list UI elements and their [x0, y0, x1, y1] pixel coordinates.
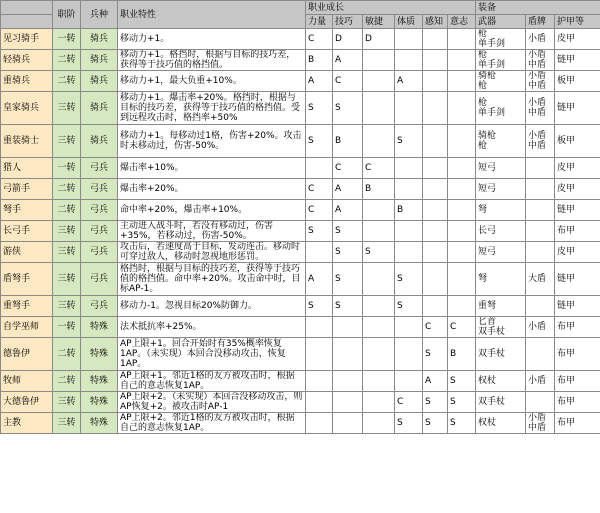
stat-cell: B — [395, 200, 423, 221]
arm-cell: 骑兵 — [81, 29, 118, 50]
tier-cell: 三转 — [53, 392, 81, 413]
armor-cell: 布甲 — [555, 371, 600, 392]
table-row — [1, 29, 600, 50]
table-body — [1, 29, 600, 434]
header-equip-col: 护甲等 — [555, 15, 600, 29]
arm-cell: 特殊 — [81, 413, 118, 434]
stat-cell — [448, 158, 476, 179]
stat-cell — [363, 392, 395, 413]
stat-cell — [448, 71, 476, 92]
stat-cell: S — [333, 296, 363, 317]
tier-cell: 二转 — [53, 338, 81, 371]
shield-cell: 小盾 中盾 — [526, 125, 555, 158]
trait-cell: 移动力+1。 — [118, 29, 306, 50]
weapon-cell: 权杖 — [476, 371, 526, 392]
header-row-groups — [1, 1, 600, 15]
weapon-cell: 骑枪 枪 — [476, 71, 526, 92]
shield-cell: 小盾 — [526, 371, 555, 392]
stat-cell — [423, 29, 448, 50]
armor-cell: 布甲 — [555, 221, 600, 242]
header-trait: 职业特性 — [118, 1, 306, 29]
weapon-cell: 短弓 — [476, 158, 526, 179]
armor-cell: 皮甲 — [555, 29, 600, 50]
arm-cell: 特殊 — [81, 338, 118, 371]
table-row — [1, 200, 600, 221]
stat-cell: A — [333, 179, 363, 200]
header-arm: 兵种 — [81, 1, 118, 29]
stat-cell: C — [423, 317, 448, 338]
stat-cell — [448, 125, 476, 158]
arm-cell: 弓兵 — [81, 158, 118, 179]
stat-cell: C — [395, 392, 423, 413]
table-row — [1, 179, 600, 200]
weapon-cell: 短弓 — [476, 179, 526, 200]
stat-cell — [306, 317, 333, 338]
class-name-cell: 重骑兵 — [1, 71, 53, 92]
stat-cell — [448, 50, 476, 71]
armor-cell: 链甲 — [555, 296, 600, 317]
stat-cell: A — [333, 50, 363, 71]
shield-cell — [526, 200, 555, 221]
stat-cell: B — [306, 50, 333, 71]
stat-cell: S — [423, 338, 448, 371]
arm-cell: 特殊 — [81, 317, 118, 338]
tier-cell: 三转 — [53, 263, 81, 296]
class-name-cell: 重装骑士 — [1, 125, 53, 158]
arm-cell: 弓兵 — [81, 296, 118, 317]
stat-cell — [363, 200, 395, 221]
stat-cell — [448, 242, 476, 263]
stat-cell — [395, 29, 423, 50]
stat-cell — [423, 263, 448, 296]
class-name-cell: 弩手 — [1, 200, 53, 221]
shield-cell: 小盾 中盾 — [526, 71, 555, 92]
shield-cell — [526, 338, 555, 371]
shield-cell — [526, 221, 555, 242]
shield-cell: 小盾 中盾 — [526, 413, 555, 434]
tier-cell: 一转 — [53, 317, 81, 338]
header-tier: 职阶 — [53, 1, 81, 29]
class-name-cell: 重弩手 — [1, 296, 53, 317]
stat-cell — [363, 71, 395, 92]
arm-cell: 弓兵 — [81, 200, 118, 221]
class-name-cell: 轻骑兵 — [1, 50, 53, 71]
arm-cell: 骑兵 — [81, 92, 118, 125]
armor-cell: 链甲 — [555, 92, 600, 125]
armor-cell: 布甲 — [555, 413, 600, 434]
stat-cell — [423, 50, 448, 71]
header-stat: 感知 — [423, 15, 448, 29]
weapon-cell: 双手杖 — [476, 338, 526, 371]
class-name-cell: 大德鲁伊 — [1, 392, 53, 413]
stat-cell — [448, 221, 476, 242]
stat-cell — [448, 296, 476, 317]
stat-cell: C — [448, 317, 476, 338]
weapon-cell: 长弓 — [476, 221, 526, 242]
class-name-cell: 盾弩手 — [1, 263, 53, 296]
stat-cell — [306, 158, 333, 179]
armor-cell: 布甲 — [555, 392, 600, 413]
stat-cell: B — [363, 179, 395, 200]
weapon-cell: 匕首 双手杖 — [476, 317, 526, 338]
stat-cell: S — [333, 221, 363, 242]
stat-cell — [423, 221, 448, 242]
stat-cell: C — [306, 29, 333, 50]
class-name-cell: 主教 — [1, 413, 53, 434]
stat-cell: S — [333, 92, 363, 125]
stat-cell — [448, 263, 476, 296]
stat-cell — [306, 338, 333, 371]
armor-cell: 布甲 — [555, 338, 600, 371]
weapon-cell: 弩 — [476, 263, 526, 296]
header-stat: 意志 — [448, 15, 476, 29]
shield-cell: 小盾 — [526, 317, 555, 338]
stat-cell — [423, 200, 448, 221]
header-blank-2 — [1, 15, 53, 29]
stat-cell: S — [395, 413, 423, 434]
table-row — [1, 263, 600, 296]
class-name-cell: 弓箭手 — [1, 179, 53, 200]
header-equip-col: 盾牌 — [526, 15, 555, 29]
table-row — [1, 392, 600, 413]
stat-cell — [395, 179, 423, 200]
shield-cell — [526, 296, 555, 317]
class-name-cell: 自学巫师 — [1, 317, 53, 338]
weapon-cell: 枪 单手剑 — [476, 50, 526, 71]
stat-cell — [306, 413, 333, 434]
trait-cell: 移动力+1。格挡时，根据与目标的技巧差，获得等于技巧值的格挡值。 — [118, 50, 306, 71]
stat-cell — [448, 29, 476, 50]
table-row — [1, 296, 600, 317]
stat-cell — [363, 338, 395, 371]
stat-cell — [448, 92, 476, 125]
stat-cell: C — [333, 71, 363, 92]
stat-cell — [363, 317, 395, 338]
weapon-cell: 弩 — [476, 200, 526, 221]
stat-cell: C — [306, 179, 333, 200]
armor-cell: 链甲 — [555, 200, 600, 221]
trait-cell: 主动进入战斗时，若没有移动过，伤害+35%，若移动过，伤害-50%。 — [118, 221, 306, 242]
stat-cell — [363, 221, 395, 242]
trait-cell: 命中率+20%，爆击率+10%。 — [118, 200, 306, 221]
table-row — [1, 92, 600, 125]
tier-cell: 二转 — [53, 371, 81, 392]
trait-cell: AP上限+1。回合开始时有35%概率恢复1AP。（未实现）本回合没移动攻击，恢复1AP。 — [118, 338, 306, 371]
armor-cell: 链甲 — [555, 263, 600, 296]
tier-cell: 二转 — [53, 200, 81, 221]
stat-cell — [395, 221, 423, 242]
stat-cell — [395, 242, 423, 263]
header-stat: 技巧 — [333, 15, 363, 29]
class-name-cell: 游侠 — [1, 242, 53, 263]
stat-cell — [333, 392, 363, 413]
class-name-cell: 牧师 — [1, 371, 53, 392]
trait-cell: AP上限+1。邻近1格的友方被攻击时，根据自己的意志恢复1AP。 — [118, 371, 306, 392]
stat-cell: A — [333, 200, 363, 221]
stat-cell: S — [306, 296, 333, 317]
table-row — [1, 71, 600, 92]
stat-cell: S — [423, 413, 448, 434]
arm-cell: 特殊 — [81, 392, 118, 413]
trait-cell: 移动力+1。爆击率+20%。格挡时，根据与目标的技巧差，获得等于技巧值的格挡值。受到远程攻击时，格挡率+50% — [118, 92, 306, 125]
arm-cell: 弓兵 — [81, 179, 118, 200]
tier-cell: 三转 — [53, 242, 81, 263]
shield-cell — [526, 158, 555, 179]
trait-cell: 法术抵抗率+25%。 — [118, 317, 306, 338]
stat-cell: C — [333, 158, 363, 179]
armor-cell: 板甲 — [555, 71, 600, 92]
trait-cell: 移动力-1。忽视目标20%防御力。 — [118, 296, 306, 317]
stat-cell — [395, 50, 423, 71]
stat-cell: S — [448, 392, 476, 413]
table-row — [1, 338, 600, 371]
arm-cell: 特殊 — [81, 371, 118, 392]
tier-cell: 三转 — [53, 221, 81, 242]
armor-cell: 链甲 — [555, 50, 600, 71]
stat-cell: S — [333, 263, 363, 296]
shield-cell — [526, 242, 555, 263]
weapon-cell: 重弩 — [476, 296, 526, 317]
stat-cell — [333, 413, 363, 434]
stat-cell — [333, 371, 363, 392]
arm-cell: 骑兵 — [81, 125, 118, 158]
tier-cell: 二转 — [53, 179, 81, 200]
stat-cell — [363, 125, 395, 158]
stat-cell: S — [395, 125, 423, 158]
shield-cell: 小盾 中盾 — [526, 92, 555, 125]
stat-cell — [333, 317, 363, 338]
stat-cell — [448, 200, 476, 221]
arm-cell: 弓兵 — [81, 221, 118, 242]
stat-cell: S — [423, 392, 448, 413]
header-stat: 敏捷 — [363, 15, 395, 29]
weapon-cell: 权杖 — [476, 413, 526, 434]
stat-cell: S — [306, 92, 333, 125]
trait-cell: 移动力+1，最大负重+10%。 — [118, 71, 306, 92]
weapon-cell: 双手杖 — [476, 392, 526, 413]
weapon-cell: 骑枪 枪 — [476, 125, 526, 158]
tier-cell: 三转 — [53, 413, 81, 434]
stat-cell — [306, 242, 333, 263]
weapon-cell: 枪 单手剑 — [476, 29, 526, 50]
stat-cell — [395, 338, 423, 371]
tier-cell: 三转 — [53, 92, 81, 125]
table-row — [1, 413, 600, 434]
table-row — [1, 242, 600, 263]
weapon-cell: 枪 单手剑 — [476, 92, 526, 125]
stat-cell — [423, 71, 448, 92]
tier-cell: 一转 — [53, 29, 81, 50]
trait-cell: 格挡时，根据与目标的技巧差，获得等于技巧值的格挡值。命中率+20%。攻击命中时，目标AP-1。 — [118, 263, 306, 296]
table-row — [1, 125, 600, 158]
tier-cell: 三转 — [53, 125, 81, 158]
stat-cell — [363, 50, 395, 71]
class-name-cell: 德鲁伊 — [1, 338, 53, 371]
header-stat: 体质 — [395, 15, 423, 29]
armor-cell: 布甲 — [555, 317, 600, 338]
stat-cell: S — [448, 371, 476, 392]
table-row — [1, 158, 600, 179]
stat-cell — [423, 242, 448, 263]
stat-cell: S — [306, 125, 333, 158]
class-name-cell: 见习骑手 — [1, 29, 53, 50]
header-growth: 职业成长 — [306, 1, 476, 15]
stat-cell: S — [395, 263, 423, 296]
stat-cell — [363, 371, 395, 392]
stat-cell — [423, 125, 448, 158]
trait-cell: AP上限+2。（未实现）本回合没移动攻击，则AP恢复+2。被攻击时AP-1 — [118, 392, 306, 413]
armor-cell: 皮甲 — [555, 242, 600, 263]
table-row — [1, 371, 600, 392]
stat-cell — [395, 317, 423, 338]
stat-cell — [363, 413, 395, 434]
tier-cell: 二转 — [53, 50, 81, 71]
stat-cell: S — [333, 242, 363, 263]
stat-cell — [306, 392, 333, 413]
class-name-cell: 皇家骑兵 — [1, 92, 53, 125]
trait-cell: 爆击率+20%。 — [118, 179, 306, 200]
stat-cell: A — [306, 71, 333, 92]
stat-cell — [363, 263, 395, 296]
stat-cell — [306, 371, 333, 392]
stat-cell — [333, 338, 363, 371]
stat-cell: B — [448, 338, 476, 371]
trait-cell: 移动力+1。每移动过1格，伤害+20%。攻击时未移动过，伤害-50%。 — [118, 125, 306, 158]
stat-cell: S — [306, 221, 333, 242]
stat-cell — [423, 179, 448, 200]
stat-cell — [423, 158, 448, 179]
shield-cell — [526, 392, 555, 413]
header-blank — [1, 1, 53, 15]
table-row — [1, 221, 600, 242]
trait-cell: AP上限+2。邻近1格的友方被攻击时，根据自己的意志恢复1AP。 — [118, 413, 306, 434]
stat-cell — [448, 179, 476, 200]
stat-cell: D — [333, 29, 363, 50]
stat-cell — [395, 158, 423, 179]
header-equipment: 装备 — [476, 1, 600, 15]
armor-cell: 皮甲 — [555, 179, 600, 200]
stat-cell: S — [363, 242, 395, 263]
tier-cell: 一转 — [53, 158, 81, 179]
stat-cell — [395, 92, 423, 125]
class-name-cell: 长弓手 — [1, 221, 53, 242]
table-row — [1, 317, 600, 338]
stat-cell: A — [395, 71, 423, 92]
stat-cell — [395, 371, 423, 392]
arm-cell: 弓兵 — [81, 242, 118, 263]
shield-cell: 大盾 — [526, 263, 555, 296]
stat-cell: D — [363, 29, 395, 50]
header-stat: 力量 — [306, 15, 333, 29]
weapon-cell: 短弓 — [476, 242, 526, 263]
armor-cell: 板甲 — [555, 125, 600, 158]
arm-cell: 骑兵 — [81, 71, 118, 92]
tier-cell: 二转 — [53, 71, 81, 92]
arm-cell: 弓兵 — [81, 263, 118, 296]
stat-cell — [423, 92, 448, 125]
stat-cell: A — [423, 371, 448, 392]
tier-cell: 三转 — [53, 296, 81, 317]
stat-cell: B — [333, 125, 363, 158]
shield-cell: 小盾 — [526, 29, 555, 50]
shield-cell: 小盾 中盾 — [526, 50, 555, 71]
stat-cell: C — [363, 158, 395, 179]
stat-cell: C — [306, 200, 333, 221]
armor-cell: 皮甲 — [555, 158, 600, 179]
shield-cell — [526, 179, 555, 200]
header-equip-col: 武器 — [476, 15, 526, 29]
arm-cell: 骑兵 — [81, 50, 118, 71]
stat-cell: S — [448, 413, 476, 434]
stat-cell: A — [306, 263, 333, 296]
stat-cell — [423, 296, 448, 317]
stat-cell: S — [395, 296, 423, 317]
stat-cell — [363, 92, 395, 125]
class-name-cell: 猎人 — [1, 158, 53, 179]
trait-cell: 攻击后，若速度高于目标，发动连击。移动时可穿过敌人，移动时忽视地形惩罚。 — [118, 242, 306, 263]
stat-cell — [363, 296, 395, 317]
table-row — [1, 50, 600, 71]
trait-cell: 爆击率+10%。 — [118, 158, 306, 179]
